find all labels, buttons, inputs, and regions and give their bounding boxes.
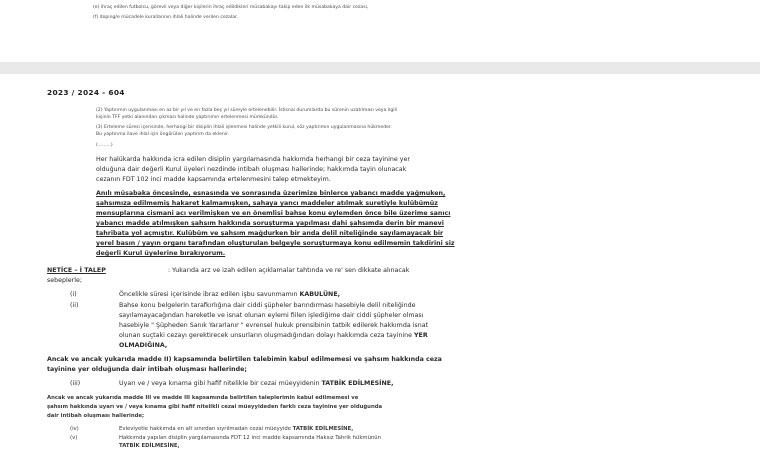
item-number: (v) — [70, 435, 78, 441]
item-ii-line5: OLMADIĞINA, — [119, 342, 168, 349]
netice-heading: NETİCE – İ TALEP — [47, 267, 106, 274]
netice-intro-text: : Yukarıda arz ve izah edilen açıklamalar tahtında ve re' sen dikkate alınacak — [168, 267, 410, 274]
item-iii-emphasis: TATBİK EDİLMESİNE, — [321, 380, 394, 387]
item-iii-text — [119, 380, 393, 387]
item-ii-line1: Bahse konu belgelerin tarafkırlığına dair ciddi şüpheler barındırması hasebiyle delil niteliğinde — [119, 302, 416, 309]
regulation-paragraph-3-line2: Bu yaptırıma ilave ihlal için öngörülen yaptırım da eklenir. — [96, 132, 230, 137]
item-ii-line2: sayılamayacağından hareketle ve isnat olunan eylemi fiilen işlediğime dair ciddi şüpheler olması — [119, 312, 424, 319]
regulation-paragraph-2-line1: (2) Yaptırımın uygulanması en az bir yıl ve en fazla beş yıl süreyle ertelenebilir. İstisnai durumlarda bu sürenin uzatılması veya ilgili — [96, 108, 398, 113]
statement-line2: şahsımıza edilmemiş hakaret kalmamışken, sahaya yancı maddeler atılmak suretiyle kulübümüz — [96, 200, 438, 207]
item-number: (i) — [70, 291, 77, 298]
item-iv-text — [119, 426, 353, 432]
request-paragraph-line3: cezanın FDT 102 inci madde kapsamında ertelenmesini talep etmekteyim. — [96, 176, 331, 183]
item-v-line1: Hakkımda yapılan disiplin yargılamasında FDT 12 inci madde kapsamında Haksız Tahrik hükmünün — [119, 435, 382, 441]
regulation-paragraph-3-line1: (3) Erteleme süresi içerisinde, herhangi bir disiplin ihlali işlenmesi halinde yetkili kurul, söz yaptırımın uygulanmasına hükmeder. — [96, 125, 392, 130]
statement-line4: yabancı madde atılmışken şahsım hakkında soruşturma yapılması dahi şahsımda derin bir manevi — [96, 220, 444, 227]
conditional-2-line1: Ancak ve ancak yukarıda madde III ve madde III kapsamında belirtilen taleplerimin kabul edilmemesi ve — [47, 395, 359, 401]
statement-line1: Anılı müsabaka öncesinde, esnasında ve sonrasında üzerimize binlerce yabancı madde yağmuken, — [96, 190, 446, 197]
item-i-body: Öncelikle süresi içerisinde ibraz edilen işbu savunmamın — [119, 291, 300, 298]
item-i-text — [119, 291, 340, 298]
item-iii-body: Uyarı ve / veya kınama gibi hafif nitelikle bir cezai müeyyidenin — [119, 380, 322, 387]
item-ii-line4 — [119, 332, 428, 339]
netice-intro-continuation: sebeplerle; — [47, 277, 82, 284]
item-ii-line4-body: olunan suçtaki cezayı gerektirecek unsurların oluşmadığından dolayı hakkımda ceza tayinine — [119, 332, 414, 339]
clause-f-text: (f) doping/e mücadele kurallarının ihlali halinde verilen cezalar. — [93, 15, 238, 20]
conditional-2-line2: şahsım hakkında uyarı ve / veya kınama gibi hafif nitelikli cezai müeyyideden farklı ceza tayinine yer olduğunda — [47, 404, 383, 410]
item-ii-line4-emphasis: YER — [413, 332, 428, 339]
item-ii-line3: hasebiyle " Şüpheden Sanık Yararlanır " evrensel hukuk prensibinin tatbik edilerek hakkımda isnat — [119, 322, 429, 329]
conditional-1-line2: tayinine yer olduğunda dair intibah oluşması hallerinde; — [47, 366, 247, 373]
conditional-2-line3: dair intibah oluşması hallerinde; — [47, 413, 145, 419]
clause-e-text: (e) ihraç edilen futbolcu, görevli veya diğer kişilerin ihraç edildikleri müsabakayı takip eden ilk müsabakaya dair cezası, — [93, 5, 369, 10]
item-iv-body: Evleviyetle hakkımda en alt sınırdan sıyrılmadan cezai müeyyide — [119, 426, 293, 432]
item-v-line2: TATBİK EDİLMESİNE, — [119, 443, 180, 449]
regulation-paragraph-2-line2: kişinin TFF yetki alanından çıkması halinde yaptırımın ertelenmesi mümkündür. — [96, 115, 279, 120]
item-number: (iii) — [70, 380, 81, 387]
page-separator — [0, 62, 760, 74]
statement-line6: yerel basın / yayın organı tarafından oluşturulan belgeyle soruşturmaya konu edilmemin takdirini siz — [96, 240, 455, 247]
statement-line7: değerli Kurul üyelerine bırakıyorum. — [96, 250, 226, 257]
document-number: 2023 / 2024 - 604 — [47, 88, 125, 97]
item-number: (ii) — [70, 302, 79, 309]
request-paragraph-line1: Her halükarda hakkında icra edilen disiplin yargılamasında hakkımda herhangi bir ceza tayinine yer — [96, 156, 410, 163]
item-number: (iv) — [70, 426, 79, 432]
item-i-emphasis: KABULÜNE, — [299, 291, 341, 298]
conditional-1-line1: Ancak ve ancak yukarıda madde II) kapsamında belirtilen talebimin kabul edilmemesi ve şahsım hakkında ceza — [47, 356, 442, 363]
document-page — [0, 74, 760, 450]
previous-page-fragment — [0, 0, 760, 62]
ellipsis-marker: (.........) — [96, 143, 113, 148]
statement-line5: tahribata yol açmıştır. Kulübüm ve şahsım mağdurken bir anda delil niteliğinde sayılamayacak bir — [96, 230, 444, 237]
request-paragraph-line2: olduğuna dair değerli Kurul üyeleri nezdinde intibah oluşması hallerinde; hakkımda tayin olunacak — [96, 166, 407, 173]
statement-line3: mensuplarına cismani acı verilmişken ve en önemlisi bahse konu eylemden önce bile üzerime sanıcı — [96, 210, 451, 217]
item-iv-emphasis: TATBİK EDİLMESİNE, — [292, 426, 354, 432]
